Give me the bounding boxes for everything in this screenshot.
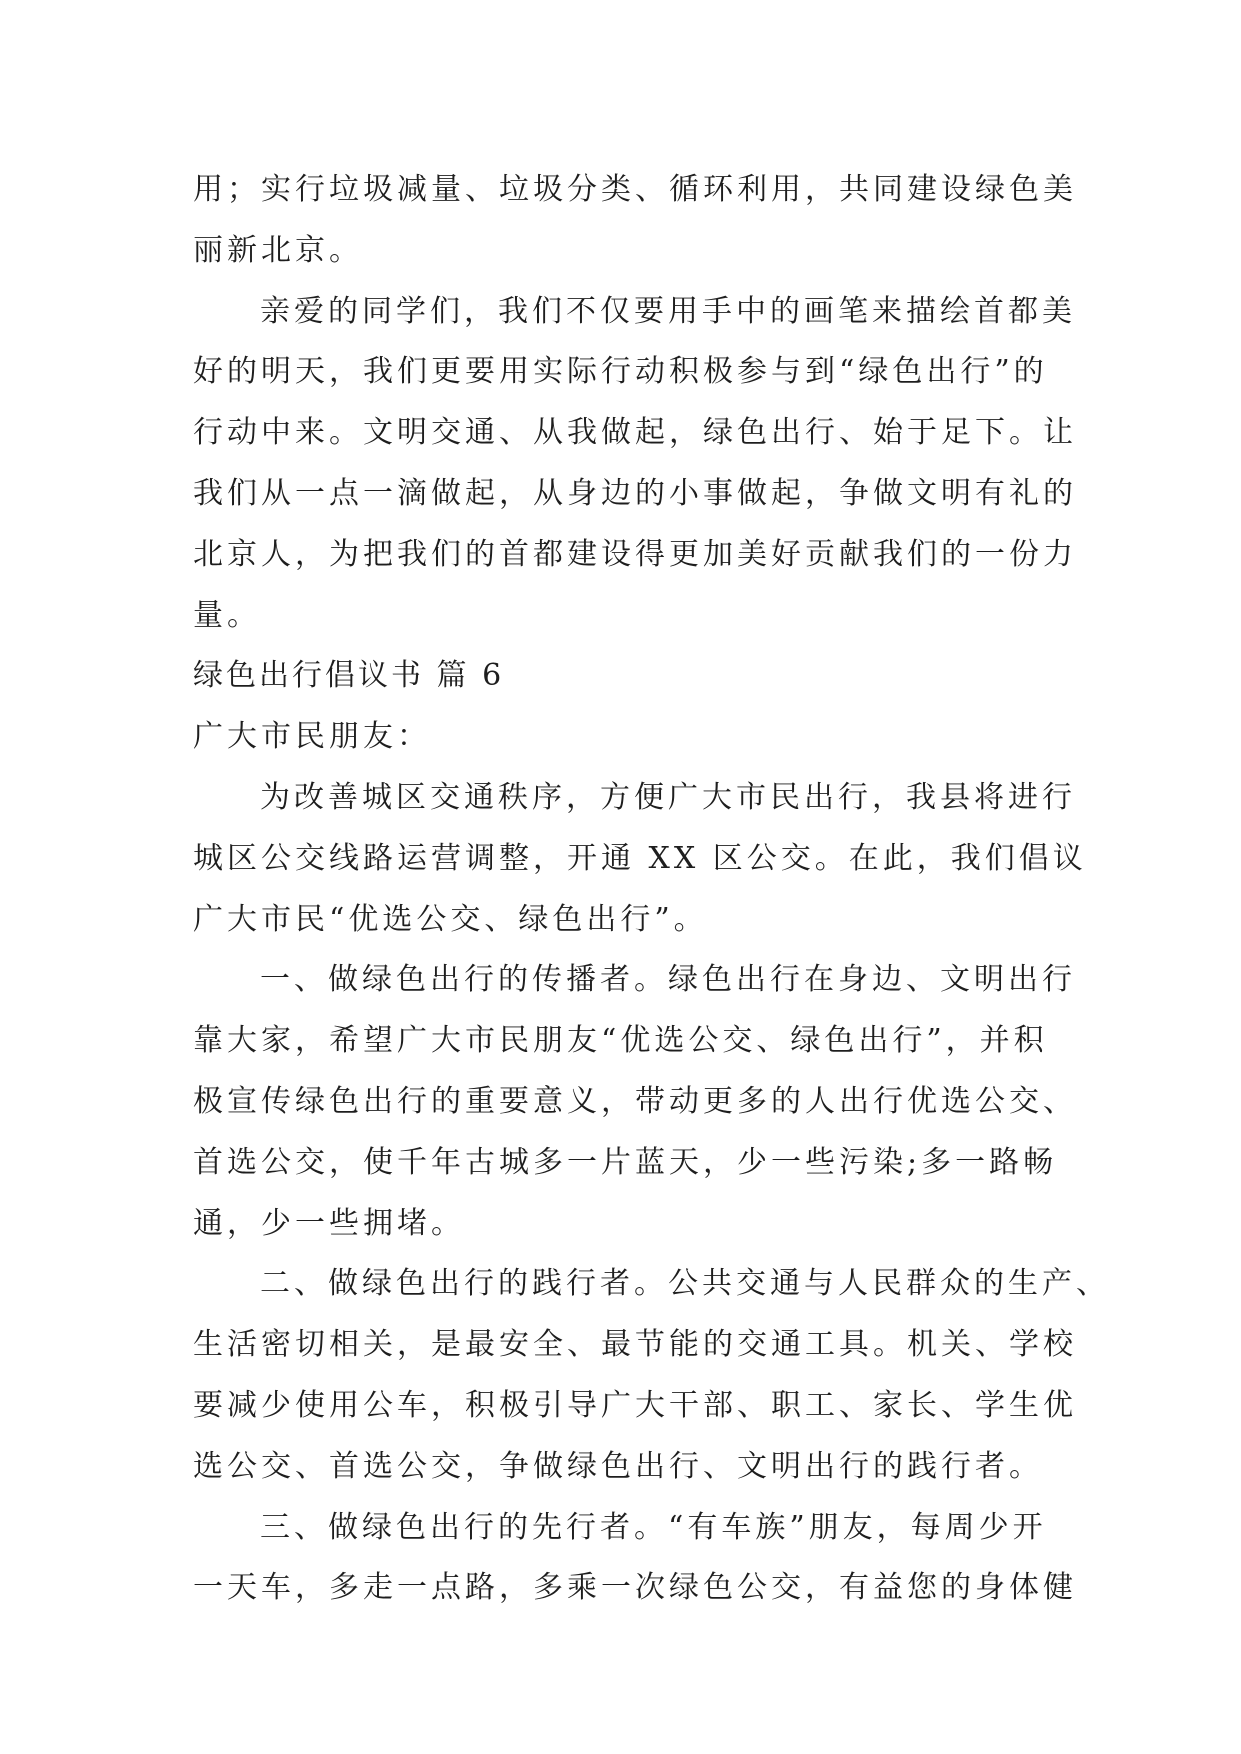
text-line: 通，少一些拥堵。 <box>193 1205 465 1241</box>
salutation: 广大市民朋友： <box>193 719 431 755</box>
text-line: 城区公交线路运营调整，开通 XX 区公交。在此，我们倡议 <box>193 840 1087 876</box>
text-line: 丽新北京。 <box>193 232 363 268</box>
text-line: 选公交、首选公交，争做绿色出行、文明出行的践行者。 <box>193 1448 1043 1484</box>
text-line: 我们从一点一滴做起，从身边的小事做起，争做文明有礼的 <box>193 475 1077 511</box>
text-line: 一天车，多走一点路，多乘一次绿色公交，有益您的身体健 <box>193 1570 1077 1606</box>
paragraph-start: 亲爱的同学们，我们不仅要用手中的画笔来描绘首都美 <box>260 293 1076 329</box>
text-line: 北京人，为把我们的首都建设得更加美好贡献我们的一份力 <box>193 536 1077 572</box>
text-line: 生活密切相关，是最安全、最节能的交通工具。机关、学校 <box>193 1327 1077 1363</box>
text-line: 广大市民“优选公交、绿色出行”。 <box>193 901 708 937</box>
text-line: 用；实行垃圾减量、垃圾分类、循环利用，共同建设绿色美 <box>193 172 1077 207</box>
paragraph-start: 一、做绿色出行的传播者。绿色出行在身边、文明出行 <box>260 962 1076 998</box>
text-line: 要减少使用公车，积极引导广大干部、职工、家长、学生优 <box>193 1387 1077 1423</box>
paragraph-start: 为改善城区交通秩序，方便广大市民出行，我县将进行 <box>260 779 1076 815</box>
paragraph-start: 三、做绿色出行的先行者。“有车族”朋友，每周少开 <box>260 1509 1047 1545</box>
section-heading: 绿色出行倡议书 篇 6 <box>193 658 505 694</box>
document-body <box>193 160 1110 1619</box>
text-line: 首选公交，使千年古城多一片蓝天，少一些污染;多一路畅 <box>193 1144 1058 1180</box>
text-line: 极宣传绿色出行的重要意义，带动更多的人出行优选公交、 <box>193 1083 1077 1119</box>
text-line: 好的明天，我们更要用实际行动积极参与到“绿色出行”的 <box>193 354 1048 390</box>
paragraph-start: 二、做绿色出行的践行者。公共交通与人民群众的生产、 <box>260 1266 1110 1302</box>
text-line: 量。 <box>193 597 261 633</box>
text-line: 靠大家，希望广大市民朋友“优选公交、绿色出行”，并积 <box>193 1023 1048 1059</box>
text-line: 行动中来。文明交通、从我做起，绿色出行、始于足下。让 <box>193 415 1077 451</box>
